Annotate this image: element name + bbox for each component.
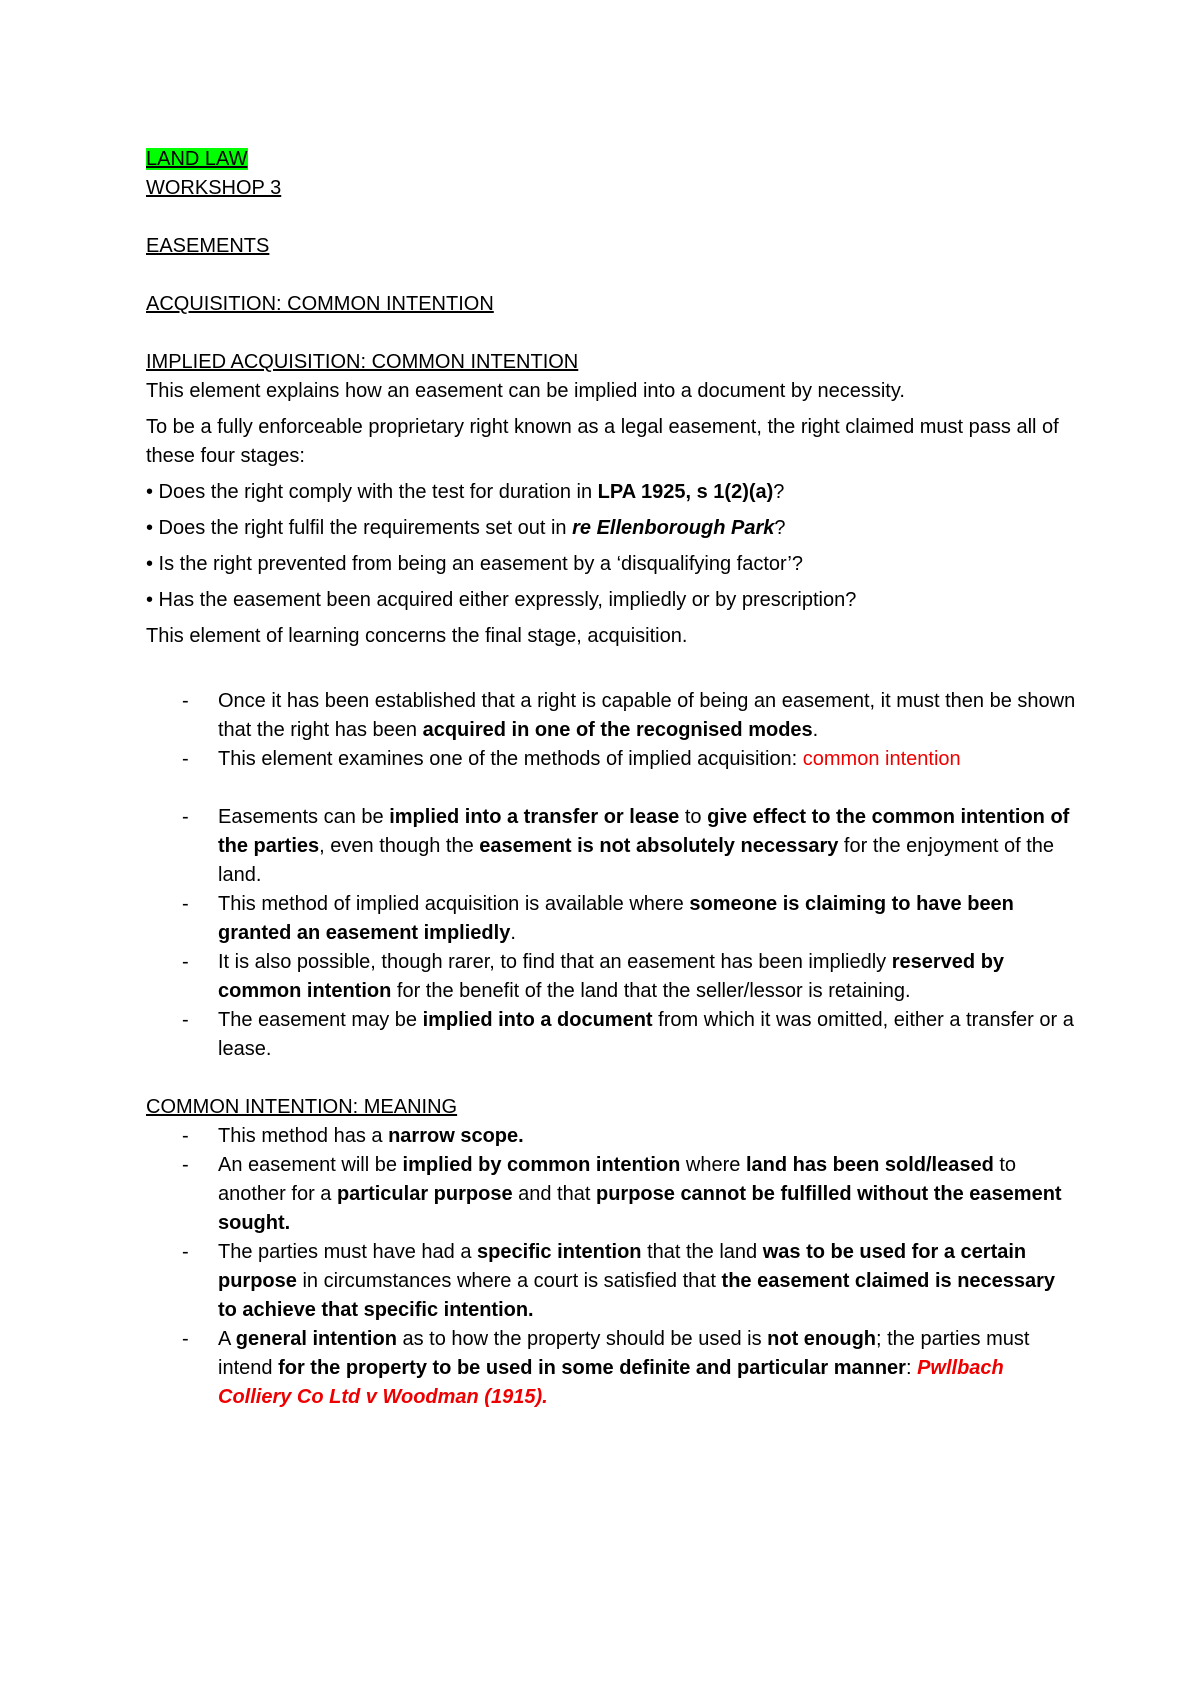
implied-heading: IMPLIED ACQUISITION: COMMON INTENTION bbox=[146, 351, 579, 373]
meaning-heading: COMMON INTENTION: MEANING bbox=[146, 1096, 458, 1118]
intro-paragraph-1: This element explains how an easement can be implied into a document by necessity. bbox=[146, 380, 905, 402]
stage-question-3: • Is the right prevented from being an easement by a ‘disqualifying factor’? bbox=[146, 553, 804, 575]
stage-question-4: • Has the easement been acquired either expressly, impliedly or by prescription? bbox=[146, 589, 857, 611]
workshop-label: WORKSHOP 3 bbox=[146, 177, 282, 199]
implication-list bbox=[146, 803, 1076, 1064]
list-item: - The parties must have had a specific intention that the land was to be used for a certain purpose in circumstances where a court is satisfied that the easement claimed is necessary to achieve that specific intention. bbox=[182, 1241, 1056, 1321]
stage-question-1: • Does the right comply with the test for duration in LPA 1925, s 1(2)(a)? bbox=[146, 481, 785, 503]
stage-question-2: • Does the right fulfil the requirements set out in re Ellenborough Park? bbox=[146, 517, 786, 539]
acquisition-list bbox=[146, 687, 1076, 774]
document-page bbox=[146, 145, 1076, 1412]
section-heading: ACQUISITION: COMMON INTENTION bbox=[146, 293, 494, 315]
list-item: - This method of implied acquisition is available where someone is claiming to have been granted an easement impliedly. bbox=[182, 893, 1014, 944]
list-item: - An easement will be implied by common intention where land has been sold/leased to another for a particular purpose and that purpose cannot be fulfilled without the easement sought. bbox=[182, 1154, 1062, 1234]
list-item: - The easement may be implied into a document from which it was omitted, either a transfer or a lease. bbox=[182, 1009, 1074, 1060]
list-item: - This element examines one of the methods of implied acquisition: common intention bbox=[182, 748, 961, 770]
doc-title: LAND LAW bbox=[146, 148, 248, 170]
list-item: - A general intention as to how the property should be used is not enough; the parties must intend for the property to be used in some definite and particular manner: Pwllbach Colliery Co Ltd v Woodman (1915). bbox=[182, 1328, 1030, 1408]
meaning-list bbox=[146, 1122, 1076, 1412]
list-item: - Once it has been established that a right is capable of being an easement, it must then be shown that the right has been acquired in one of the recognised modes. bbox=[182, 690, 1076, 741]
topic-heading: EASEMENTS bbox=[146, 235, 270, 257]
list-item: - This method has a narrow scope. bbox=[182, 1125, 524, 1147]
case-citation: Pwllbach Colliery Co Ltd v Woodman (1915). bbox=[218, 1357, 1004, 1408]
intro-paragraph-2: To be a fully enforceable proprietary right known as a legal easement, the right claimed must pass all of these four stages: bbox=[146, 416, 1059, 467]
closing-paragraph: This element of learning concerns the final stage, acquisition. bbox=[146, 625, 688, 647]
list-item: - Easements can be implied into a transfer or lease to give effect to the common intention of the parties, even though the easement is not absolutely necessary for the enjoyment of the land. bbox=[182, 806, 1070, 886]
list-item: - It is also possible, though rarer, to find that an easement has been impliedly reserved by common intention for the benefit of the land that the seller/lessor is retaining. bbox=[182, 951, 1005, 1002]
